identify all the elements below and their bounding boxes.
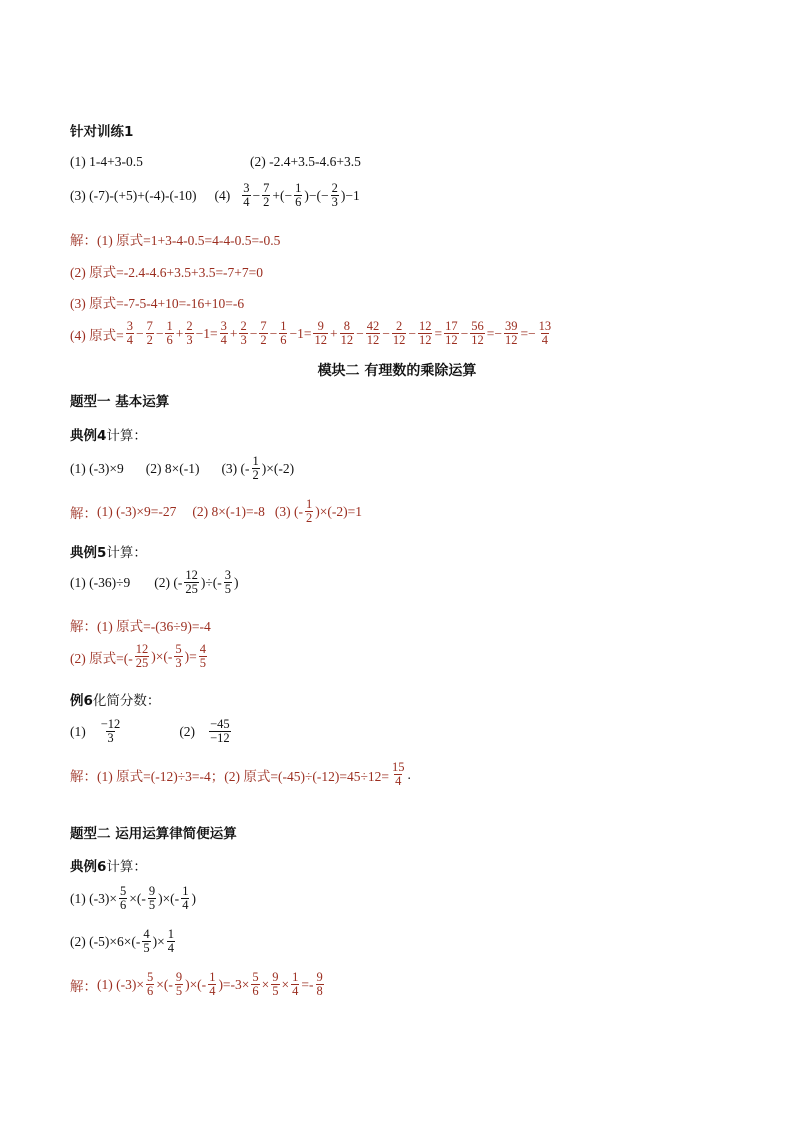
q4-frac-3: $\frac{2}{3}$ bbox=[331, 181, 338, 210]
training1-q1: (1) 1-4+3-0.5 bbox=[70, 154, 143, 169]
q4-op-3: )−1 bbox=[340, 187, 360, 203]
ex4-q1: (1) (-3)×9 bbox=[70, 460, 124, 476]
ex5-heading: 典例5 bbox=[70, 545, 107, 561]
sol4-op-4: + bbox=[229, 325, 238, 341]
ex6b-q1-f2: $\frac{9}{5}$ bbox=[148, 884, 156, 913]
ex5-s2-frac3: $\frac{4}{5}$ bbox=[199, 642, 206, 671]
q4-op-0: − bbox=[252, 187, 261, 203]
ex4-q2: (2) 8×(-1) bbox=[145, 460, 200, 476]
ex6b-sol-pre: (1) (-3)× bbox=[97, 976, 144, 992]
ex6b-q2-m1: )× bbox=[152, 933, 165, 949]
ex4-solution bbox=[70, 498, 362, 525]
ex5-s2-eq: )= bbox=[184, 648, 197, 664]
ex6a-q2-frac: $\frac{-45}{-12}$ bbox=[210, 717, 230, 746]
ex5-q2-frac2: $\frac{3}{5}$ bbox=[224, 568, 232, 597]
ex4-s2: (2) 8×(-1)=-8 bbox=[192, 503, 265, 519]
ex6b-task: 计算： bbox=[106, 859, 147, 874]
ex6a-sol-end: . bbox=[407, 766, 411, 782]
ex6b-heading: 典例6 bbox=[70, 859, 107, 875]
ex5-questions bbox=[70, 569, 239, 596]
ex6b-q1-f1: $\frac{5}{6}$ bbox=[119, 884, 127, 913]
sol4-op-12: = bbox=[434, 325, 443, 341]
ex6b-heading-line bbox=[70, 855, 147, 875]
q4-frac-1: $\frac{7}{2}$ bbox=[263, 181, 270, 210]
sol4-frac-11: $\frac{2}{12}$ bbox=[392, 319, 406, 348]
ex6a-sol: 解：(1) 原式=(-12)÷3=-4；(2) 原式=(-45)÷(-12)=45÷12= bbox=[70, 768, 389, 784]
sol4-op-11: − bbox=[408, 325, 416, 341]
ex4-q3-post: )×(-2) bbox=[261, 460, 295, 476]
ex5-s2-mid: )×(- bbox=[151, 648, 173, 664]
sol-1: (1) 原式=1+3-4-0.5=4-4-0.5=-0.5 bbox=[97, 233, 281, 248]
sol4-op-7: −1= bbox=[289, 325, 312, 341]
q4-op-2: )−(− bbox=[304, 187, 329, 203]
training1-q3-q4 bbox=[70, 182, 360, 209]
ex5-sol-label: 解： bbox=[70, 619, 97, 634]
q4-frac-0: $\frac{3}{4}$ bbox=[243, 181, 250, 210]
ex5-q2-frac1: $\frac{12}{25}$ bbox=[185, 568, 198, 597]
ex6b-sol-frac-1: $\frac{9}{5}$ bbox=[175, 970, 183, 999]
sol4-op-13: − bbox=[460, 325, 469, 341]
ex6a-sol-frac: $\frac{15}{4}$ bbox=[391, 760, 405, 789]
ex6b-q2-pre: (2) (-5)×6×(- bbox=[70, 933, 141, 949]
ex5-s2-pre: (2) 原式=(- bbox=[70, 650, 133, 666]
sol4-frac-5: $\frac{2}{3}$ bbox=[240, 319, 247, 348]
type1-heading: 题型一 基本运算 bbox=[70, 394, 170, 410]
ex6b-q1-pre: (1) (-3)× bbox=[70, 890, 117, 906]
ex6b-q1 bbox=[70, 885, 196, 912]
ex6a-solution bbox=[70, 761, 411, 788]
ex6b-sol-frac-5: $\frac{1}{4}$ bbox=[292, 970, 299, 999]
sol4-frac-0: $\frac{3}{4}$ bbox=[126, 319, 133, 348]
training1-sol4 bbox=[70, 320, 554, 347]
ex5-q1: (1) (-36)÷9 bbox=[70, 574, 131, 590]
sol4-frac-14: $\frac{56}{12}$ bbox=[471, 319, 484, 348]
sol4-frac-4: $\frac{3}{4}$ bbox=[220, 319, 227, 348]
type2-heading: 题型二 运用运算律简便运算 bbox=[70, 826, 237, 842]
sol4-frac-15: $\frac{39}{12}$ bbox=[504, 319, 518, 348]
training1-heading: 针对训练1 bbox=[70, 124, 134, 140]
sol4-frac-16: $\frac{13}{4}$ bbox=[538, 319, 552, 348]
sol4-op-0: − bbox=[135, 325, 144, 341]
ex4-sol-label: 解： bbox=[70, 505, 97, 521]
ex5-sol1 bbox=[70, 615, 211, 635]
ex4-q3-pre: (3) (- bbox=[221, 460, 250, 476]
ex5-q2-mid: )÷(- bbox=[200, 574, 222, 590]
sol4-frac-13: $\frac{17}{12}$ bbox=[445, 319, 458, 348]
ex6b-sol-frac-3: $\frac{5}{6}$ bbox=[252, 970, 259, 999]
ex6b-sol-op-5: =- bbox=[301, 976, 314, 992]
ex4-task: 计算： bbox=[106, 428, 147, 443]
ex4-s1: (1) (-3)×9=-27 bbox=[97, 503, 177, 519]
q4-op-1: +(− bbox=[272, 187, 293, 203]
ex6b-sol-op-2: )=-3× bbox=[218, 976, 250, 992]
sol4-frac-7: $\frac{1}{6}$ bbox=[280, 319, 287, 348]
ex4-q3-frac: $\frac{1}{2}$ bbox=[252, 454, 259, 483]
sol4-frac-9: $\frac{8}{12}$ bbox=[340, 319, 354, 348]
sol4-op-8: + bbox=[329, 325, 338, 341]
ex4-heading: 典例4 bbox=[70, 428, 107, 444]
ex6b-sol-label: 解： bbox=[70, 978, 97, 994]
ex6b-sol-op-0: ×(- bbox=[156, 976, 173, 992]
q4-frac-2: $\frac{1}{6}$ bbox=[295, 181, 302, 210]
sol4-frac-1: $\frac{7}{2}$ bbox=[146, 319, 153, 348]
training1-q2: (2) -2.4+3.5-4.6+3.5 bbox=[250, 154, 361, 169]
sol4-frac-6: $\frac{7}{2}$ bbox=[260, 319, 267, 348]
module2-title: 模块二 有理数的乘除运算 bbox=[317, 363, 477, 379]
ex6b-q1-post: ) bbox=[191, 890, 196, 906]
ex5-task: 计算： bbox=[106, 545, 147, 560]
sol4-frac-2: $\frac{1}{6}$ bbox=[166, 319, 173, 348]
sol4-op-10: − bbox=[382, 325, 390, 341]
ex6b-sol-frac-4: $\frac{9}{5}$ bbox=[272, 970, 279, 999]
ex6b-q2 bbox=[70, 928, 177, 955]
ex6a-task: 化简分数： bbox=[92, 693, 161, 708]
sol4-frac-3: $\frac{2}{3}$ bbox=[186, 319, 193, 348]
training1-sol2: (2) 原式=-2.4-4.6+3.5+3.5=-7+7=0 bbox=[70, 265, 264, 280]
ex6a-q1-frac: $\frac{-12}{3}$ bbox=[100, 717, 121, 746]
ex6b-solution bbox=[70, 971, 326, 998]
ex4-questions bbox=[70, 455, 294, 482]
sol4-op-15: =− bbox=[520, 325, 536, 341]
training1-q3: (3) (-7)-(+5)+(-4)-(-10) bbox=[70, 187, 197, 203]
sol4-frac-12: $\frac{12}{12}$ bbox=[418, 319, 432, 348]
ex6a-heading-line bbox=[70, 689, 160, 709]
sol4-op-9: − bbox=[356, 325, 364, 341]
ex5-s1: (1) 原式=-(36÷9)=-4 bbox=[97, 619, 211, 634]
training1-sol3: (3) 原式=-7-5-4+10=-16+10=-6 bbox=[70, 296, 245, 311]
training1-q4-label: (4) bbox=[214, 187, 231, 203]
ex5-heading-line bbox=[70, 541, 147, 561]
sol4-op-3: −1= bbox=[195, 325, 218, 341]
ex6b-sol-op-1: )×(- bbox=[185, 976, 207, 992]
ex4-s3-frac: $\frac{1}{2}$ bbox=[306, 497, 313, 526]
sol4-op-1: − bbox=[155, 325, 164, 341]
ex5-q2-post: ) bbox=[234, 574, 239, 590]
sol4-frac-8: $\frac{9}{12}$ bbox=[314, 319, 327, 348]
ex6a-questions bbox=[70, 718, 233, 745]
sol4-frac-10: $\frac{42}{12}$ bbox=[366, 319, 380, 348]
ex6b-q2-f2: $\frac{1}{4}$ bbox=[167, 927, 174, 956]
ex6b-q1-m1: ×(- bbox=[129, 890, 146, 906]
ex6b-q1-m2: )×(- bbox=[158, 890, 180, 906]
ex6b-q2-f1: $\frac{4}{5}$ bbox=[143, 927, 150, 956]
ex6a-q1-label: (1) bbox=[70, 723, 86, 739]
ex5-q2-pre: (2) (- bbox=[154, 574, 183, 590]
ex5-sol2 bbox=[70, 643, 209, 670]
sol4-op-5: − bbox=[249, 325, 258, 341]
ex6b-sol-op-3: × bbox=[261, 976, 270, 992]
training1-sol1 bbox=[70, 229, 280, 249]
sol4-op-2: + bbox=[175, 325, 184, 341]
sol-label: 解： bbox=[70, 233, 97, 248]
ex4-s3-post: )×(-2)=1 bbox=[315, 503, 362, 519]
ex6b-sol-frac-2: $\frac{1}{4}$ bbox=[209, 970, 216, 999]
ex6b-sol-frac-6: $\frac{9}{8}$ bbox=[316, 970, 323, 999]
ex6a-q2-label: (2) bbox=[179, 723, 196, 739]
ex6b-sol-frac-0: $\frac{5}{6}$ bbox=[146, 970, 154, 999]
sol4-op-14: =− bbox=[486, 325, 502, 341]
sol4-label: (4) 原式= bbox=[70, 327, 124, 343]
ex6b-q1-f3: $\frac{1}{4}$ bbox=[182, 884, 189, 913]
ex4-heading-line bbox=[70, 424, 147, 444]
ex4-s3-pre: (3) (- bbox=[274, 503, 304, 519]
ex5-s2-frac1: $\frac{12}{25}$ bbox=[135, 642, 149, 671]
ex5-s2-frac2: $\frac{5}{3}$ bbox=[175, 642, 182, 671]
sol4-op-6: − bbox=[269, 325, 278, 341]
ex6a-heading: 例6 bbox=[70, 693, 93, 709]
ex6b-sol-op-4: × bbox=[281, 976, 290, 992]
